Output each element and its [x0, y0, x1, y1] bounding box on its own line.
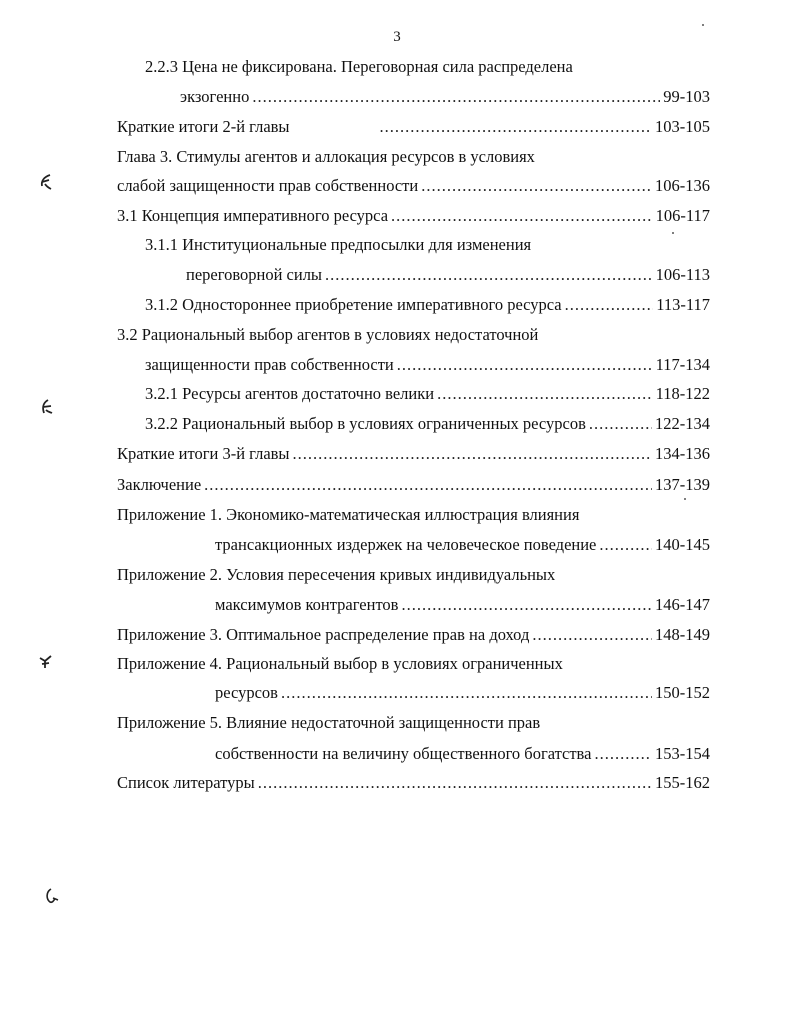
toc-entry-3-1-1 [186, 264, 710, 286]
dot-leader [258, 772, 652, 794]
toc-entry-text: Приложение 3. Оптимальное распределение прав на доход [117, 625, 530, 644]
scan-speck [672, 232, 674, 234]
toc-page-range: 117-134 [655, 355, 710, 374]
toc-entry-chapter-3-title: Глава 3. Стимулы агентов и аллокация ресурсов в условиях [117, 147, 535, 166]
toc-entry-appendix-5 [215, 743, 710, 765]
toc-entry-references [117, 772, 710, 794]
dot-leader [401, 594, 652, 616]
dot-leader [589, 413, 652, 435]
toc-entry-appendix-2-title: Приложение 2. Условия пересечения кривых индивидуальных [117, 565, 556, 584]
toc-page-range: 150-152 [655, 683, 710, 702]
toc-page-range: 137-139 [655, 475, 710, 494]
dot-leader [594, 743, 652, 765]
toc-entry-text: Краткие итоги 2-й главы [117, 117, 290, 136]
toc-entry-text: переговорной силы [186, 265, 323, 284]
toc-page-range: 146-147 [655, 595, 710, 614]
toc-entry-3-2 [145, 354, 710, 376]
toc-entry-2-2-3-title: 2.2.3 Цена не фиксирована. Переговорная сила распределена [145, 57, 573, 76]
binding-hole-mark-icon [36, 397, 56, 417]
toc-entry-text: защищенности прав собственности [145, 355, 394, 374]
toc-page-range: 106-113 [655, 265, 710, 284]
dot-leader [599, 534, 652, 556]
dot-leader [204, 474, 652, 496]
toc-entry-text: трансакционных издержек на человеческое поведение [215, 535, 597, 554]
toc-entry-appendix-5-title: Приложение 5. Влияние недостаточной защищенности прав [117, 713, 541, 732]
toc-entry-text: Заключение [117, 475, 202, 494]
toc-entry-text: 3.2.1 Ресурсы агентов достаточно велики [145, 384, 435, 403]
dot-leader [380, 116, 652, 138]
toc-page-range: 155-162 [655, 773, 710, 792]
scan-speck [702, 24, 704, 26]
page-number: 3 [393, 29, 401, 45]
toc-page-range: 122-134 [655, 414, 710, 433]
binding-hole-mark-icon [42, 886, 62, 906]
toc-entry-summary-ch2 [117, 116, 710, 138]
toc-page-range: 106-136 [655, 176, 710, 195]
toc-entry-3-2-1 [145, 383, 710, 405]
toc-entry-text: слабой защищенности прав собственности [117, 176, 419, 195]
dot-leader [391, 205, 653, 227]
dot-leader [565, 294, 654, 316]
toc-entry-3-1-2 [145, 294, 710, 316]
dot-leader [325, 264, 653, 286]
toc-entry-appendix-2 [215, 594, 710, 616]
toc-entry-chapter-3 [117, 175, 710, 197]
toc-page-range: 148-149 [655, 625, 710, 644]
toc-entry-appendix-4 [215, 682, 710, 704]
toc-entry-text: 3.2.2 Рациональный выбор в условиях ограниченных ресурсов [145, 414, 586, 433]
binding-hole-mark-icon [36, 172, 56, 192]
toc-entry-text: Список литературы [117, 773, 255, 792]
toc-entry-text: собственности на величину общественного богатства [215, 744, 592, 763]
toc-entry-text: 3.1.2 Одностороннее приобретение императивного ресурса [145, 295, 562, 314]
toc-entry-text: экзогенно [180, 87, 250, 106]
toc-page-range: 106-117 [655, 206, 710, 225]
dot-leader [437, 383, 653, 405]
toc-entry-appendix-3 [117, 624, 710, 646]
scan-speck [684, 498, 686, 500]
toc-page-range: 153-154 [655, 744, 710, 763]
toc-page-range: 113-117 [656, 295, 710, 314]
toc-entry-text: 3.1 Концепция императивного ресурса [117, 206, 389, 225]
toc-entry-2-2-3 [180, 86, 710, 108]
toc-page-range: 99-103 [663, 87, 710, 106]
toc-entry-text: максимумов контрагентов [215, 595, 399, 614]
toc-entry-appendix-1 [215, 534, 710, 556]
toc-page-range: 140-145 [655, 535, 710, 554]
toc-entry-summary-ch3 [117, 443, 710, 465]
toc-page-range: 134-136 [655, 444, 710, 463]
toc-entry-text: ресурсов [215, 683, 278, 702]
dot-leader [397, 354, 653, 376]
toc-entry-text: Краткие итоги 3-й главы [117, 444, 290, 463]
dot-leader [281, 682, 652, 704]
toc-entry-3-2-title: 3.2 Рациональный выбор агентов в условиях недостаточной [117, 325, 539, 344]
dot-leader [421, 175, 652, 197]
toc-entry-3-1-1-title: 3.1.1 Институциональные предпосылки для изменения [145, 235, 532, 254]
toc-entry-appendix-1-title: Приложение 1. Экономико-математическая иллюстрация влияния [117, 505, 580, 524]
toc-entry-3-2-2 [145, 413, 710, 435]
toc-entry-conclusion [117, 474, 710, 496]
dot-leader [293, 443, 652, 465]
toc-entry-appendix-4-title: Приложение 4. Рациональный выбор в условиях ограниченных [117, 654, 563, 673]
dot-leader [252, 86, 660, 108]
toc-page-range: 103-105 [655, 117, 710, 136]
toc-page-range: 118-122 [655, 384, 710, 403]
toc-entry-3-1 [117, 205, 710, 227]
binding-hole-mark-icon [36, 652, 56, 672]
dot-leader [532, 624, 652, 646]
